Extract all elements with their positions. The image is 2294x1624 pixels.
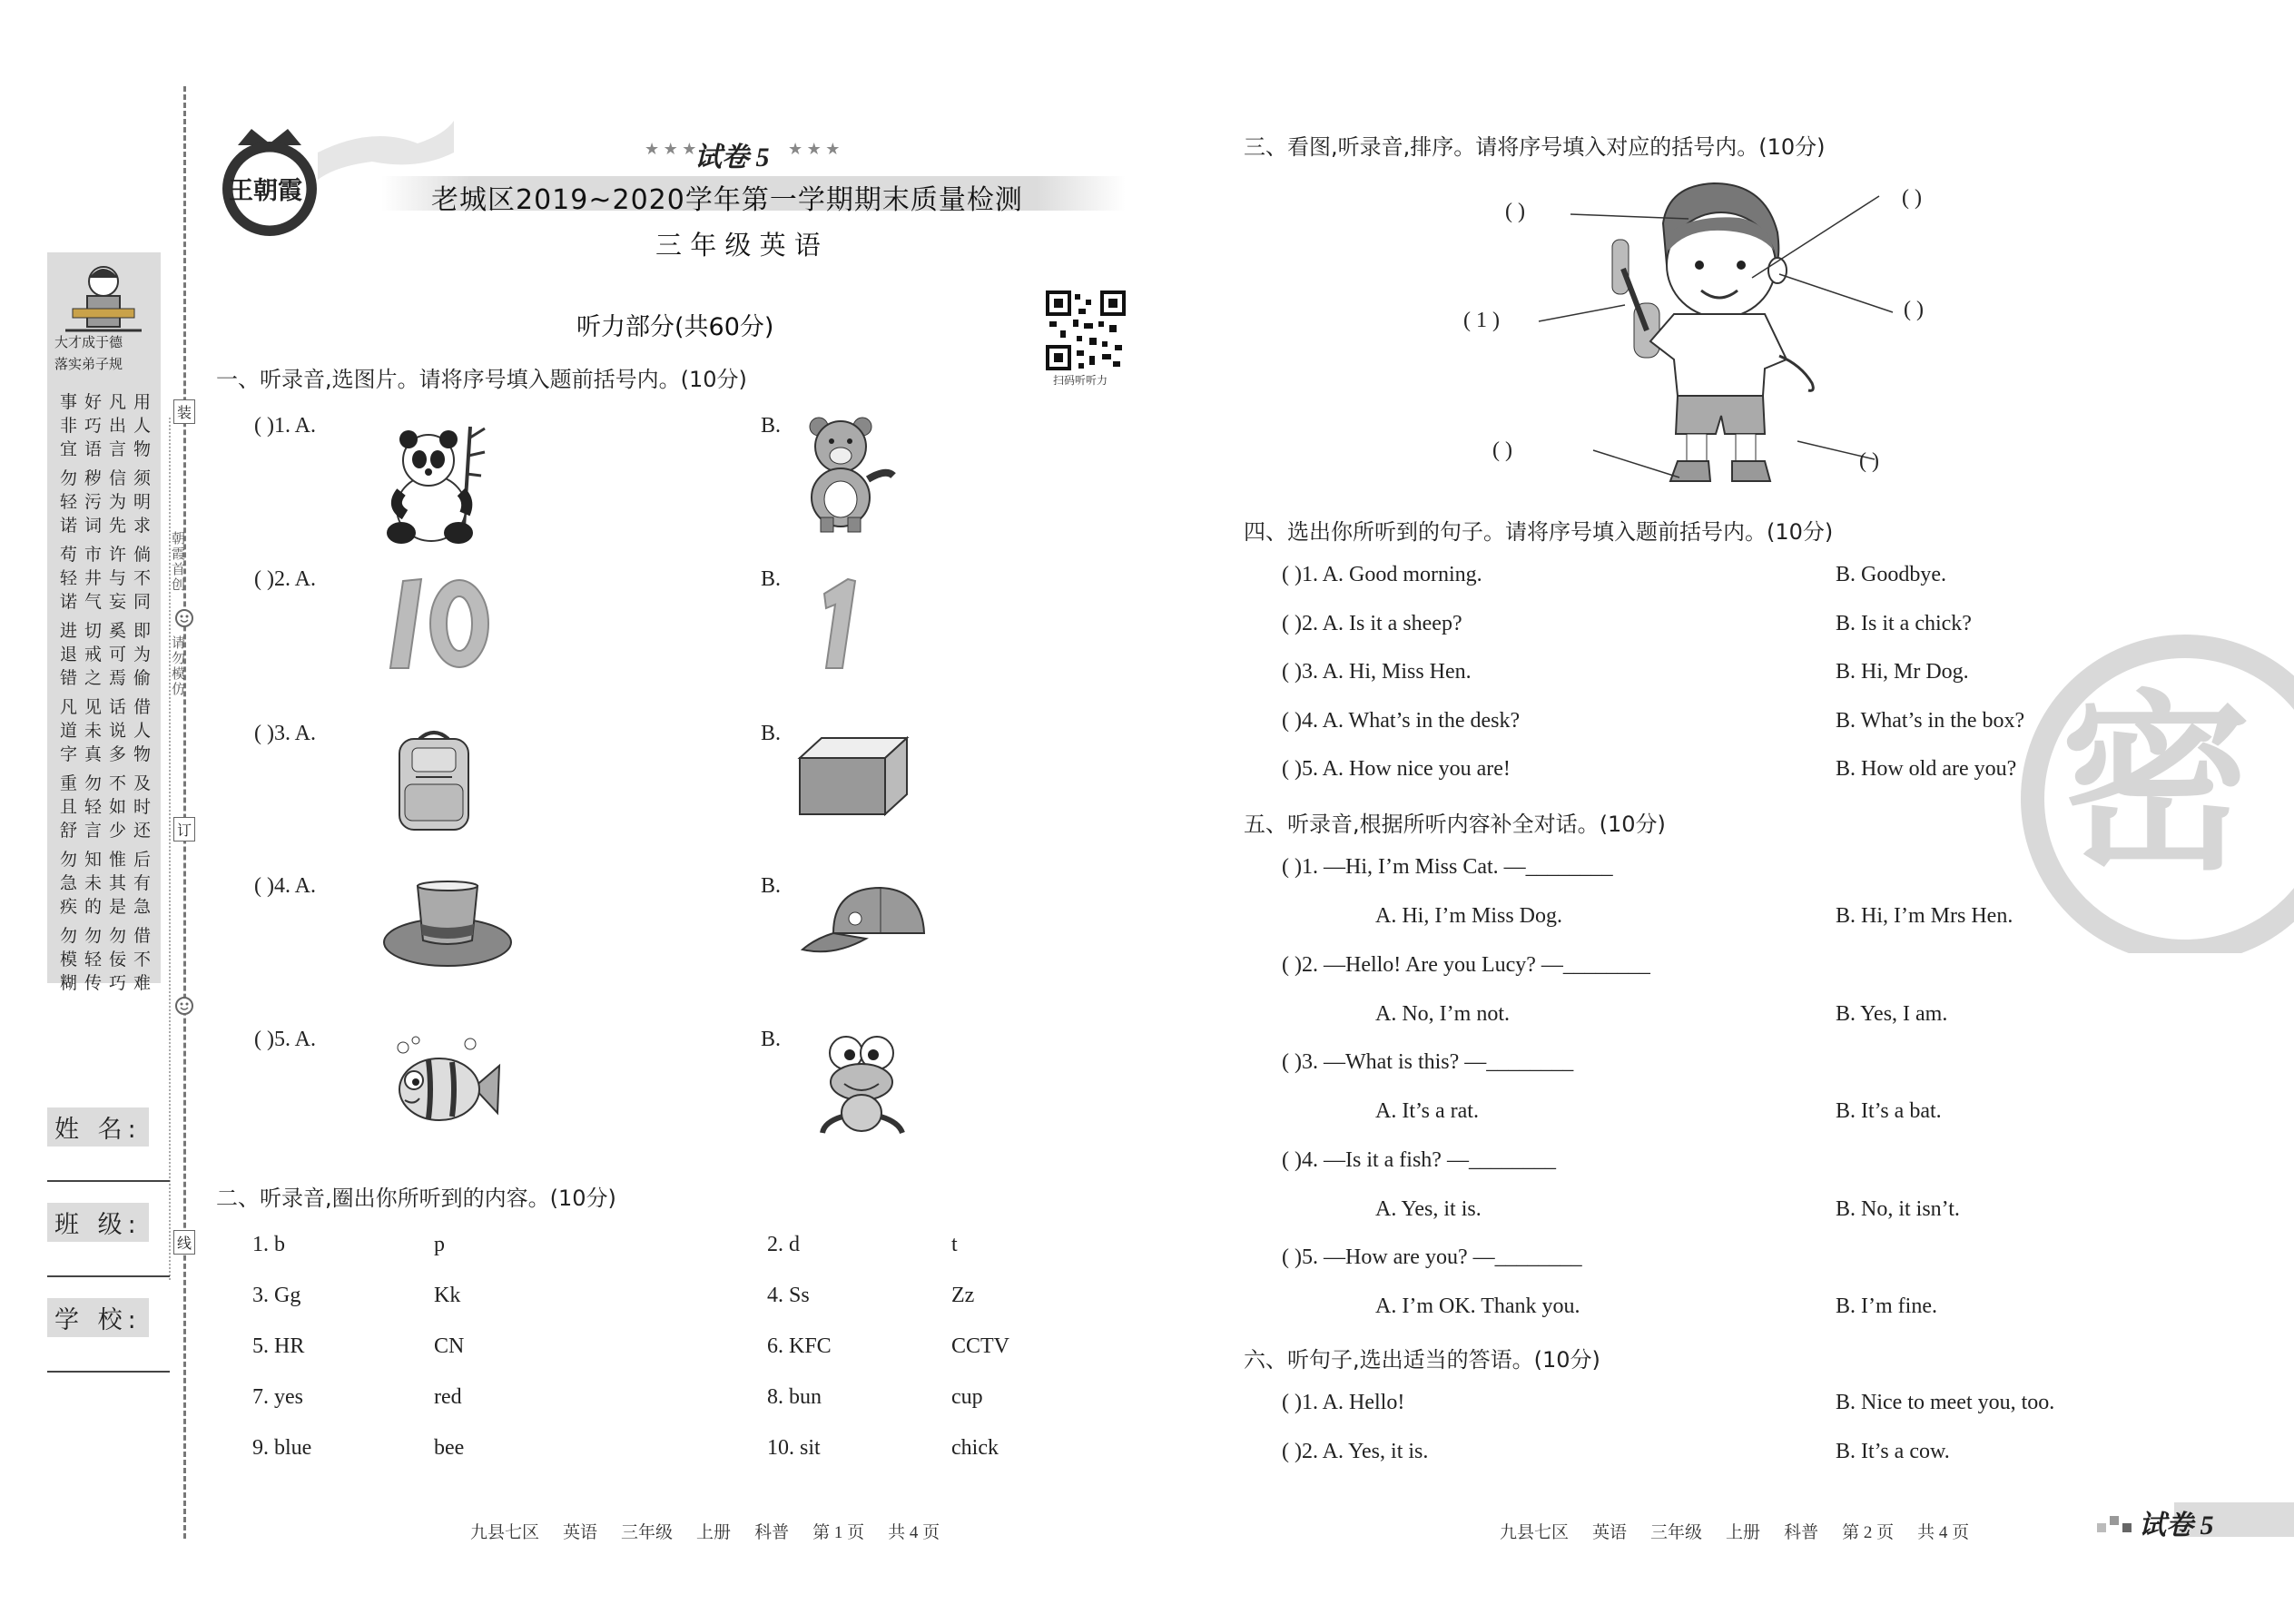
number-one-icon [815,574,870,674]
poem-line: 勿秽信须 [60,468,159,488]
letter-option[interactable]: cup [951,1385,983,1409]
part1-heading: 一、听录音,选图片。请将序号填入题前括号内。(10分) [216,367,747,392]
footer-field: 英语 [1592,1523,1628,1542]
footer-field: 科普 [754,1523,790,1542]
p5-item-5-question[interactable]: ( )5. —How are you? —________ [1282,1245,1582,1269]
poem-line: 疾的是急 [60,897,159,917]
corner-tag: 试卷 5 [2139,1511,2214,1540]
name-label: 姓 名: [47,1107,149,1147]
poem-line: 糊传巧难 [60,973,159,993]
p4-item-2-b[interactable]: B. Is it a chick? [1836,611,1972,635]
poem-line: 退戒可为 [60,645,159,664]
p5-item-3-question[interactable]: ( )3. —What is this? —________ [1282,1050,1574,1074]
p5-item-1-a[interactable]: A. Hi, I’m Miss Dog. [1375,904,1563,928]
p1-item-2-number[interactable]: ( )2. A. [254,567,316,591]
letter-option[interactable]: 1. b [252,1233,285,1256]
p6-item-1-b[interactable]: B. Nice to meet you, too. [1836,1391,2055,1414]
qr-code-icon [1046,290,1126,370]
p5-item-2-a[interactable]: A. No, I’m not. [1375,1001,1510,1026]
part6-heading: 六、听句子,选出适当的答语。(10分) [1244,1347,1600,1373]
p5-item-1-b[interactable]: B. Hi, I’m Mrs Hen. [1836,904,2013,928]
paper-tag: 试卷 5 [694,143,770,172]
letter-option[interactable]: chick [951,1436,999,1460]
p4-item-3-a[interactable]: ( )3. A. Hi, Miss Hen. [1282,660,1472,684]
exam-title: 老城区2019~2020学年第一学期期末质量检测 [431,184,1023,216]
p6-item-2-a[interactable]: ( )2. A. Yes, it is. [1282,1440,1429,1463]
letter-option[interactable]: bee [434,1436,465,1460]
p1-item-4-number[interactable]: ( )4. A. [254,874,316,898]
letter-option[interactable]: Kk [434,1284,461,1307]
motto-line-1: 大才成于德 [54,334,123,350]
class-label: 班 级: [47,1203,149,1242]
letter-option[interactable]: 8. bun [767,1385,822,1409]
poem-line: 进切奚即 [60,621,159,641]
exam-subtitle: 三 年 级 英 语 [655,230,821,261]
poem-line: 错之焉偷 [60,668,159,688]
footer-field: 英语 [563,1523,598,1542]
corner-tag-squares [2097,1516,2133,1534]
letter-option[interactable]: CN [434,1334,465,1358]
p6-item-2-b[interactable]: B. It’s a cow. [1836,1440,1950,1463]
poem-line: 且轻如时 [60,797,159,817]
p1-item-3-b[interactable]: B. [761,722,782,745]
p3-bracket-ear[interactable]: ( ) [1904,298,1924,321]
name-field[interactable] [47,1180,170,1182]
footer-field: 科普 [1784,1523,1819,1542]
letter-option[interactable]: p [434,1233,445,1256]
p4-item-5-b[interactable]: B. How old are you? [1836,757,2017,781]
p5-item-4-b[interactable]: B. No, it isn’t. [1836,1196,1960,1221]
footer-field: 上册 [696,1523,732,1542]
backpack-icon [389,726,479,835]
p5-item-4-question[interactable]: ( )4. —Is it a fish? —________ [1282,1147,1556,1172]
letter-option[interactable]: 4. Ss [767,1284,810,1307]
letter-option[interactable]: t [951,1233,958,1256]
poem-line: 苟市许倘 [60,545,159,565]
letter-option[interactable]: 2. d [767,1233,800,1256]
qr-caption: 扫码听听力 [1053,374,1108,387]
p4-item-1-b[interactable]: B. Goodbye. [1836,563,1946,586]
p1-item-5-b[interactable]: B. [761,1028,782,1051]
p5-item-5-a[interactable]: A. I’m OK. Thank you. [1375,1294,1580,1318]
p4-item-3-b[interactable]: B. Hi, Mr Dog. [1836,660,1969,684]
cut-mark-2: 订 [173,817,195,842]
p1-item-3-number[interactable]: ( )3. A. [254,722,316,745]
letter-option[interactable]: 7. yes [252,1385,303,1409]
pointer-lines [1534,178,2079,487]
poem-line: 字真多物 [60,744,159,764]
letter-option[interactable]: 6. KFC [767,1334,832,1358]
smiley-icon-2 [174,996,194,1016]
footer-field: 九县七区 [470,1523,540,1542]
p4-item-4-a[interactable]: ( )4. A. What’s in the desk? [1282,708,1521,733]
poem-line: 模轻佞不 [60,950,159,969]
hat-icon [379,881,516,971]
p3-bracket-eye[interactable]: ( ) [1902,186,1922,210]
vertical-note-1: 朝霞首创 [170,531,186,593]
seal-character: 密 [2061,674,2252,896]
p4-item-2-a[interactable]: ( )2. A. Is it a sheep? [1282,611,1462,635]
footer-left [470,1519,963,1543]
p1-item-1-number[interactable]: ( )1. A. [254,414,316,438]
part2-heading: 二、听录音,圈出你所听到的内容。(10分) [216,1186,616,1211]
poem-line: 舒言少还 [60,821,159,841]
paper-tag-stars-left: ★ ★ ★ [645,140,697,158]
footer-field: 第 1 页 [812,1523,865,1542]
poem-line: 诺词先求 [60,516,159,536]
poem-line: 勿知惟后 [60,850,159,870]
poem-line: 非巧出人 [60,416,159,436]
paper-tag-stars-right: ★ ★ ★ [788,140,841,158]
part5-heading: 五、听录音,根据所听内容补全对话。(10分) [1244,812,1666,837]
cut-mark-3: 线 [173,1230,195,1255]
p3-bracket-hair[interactable]: ( ) [1505,200,1525,223]
p5-item-2-question[interactable]: ( )2. —Hello! Are you Lucy? —________ [1282,952,1650,977]
letter-option[interactable]: 9. blue [252,1436,312,1460]
p4-item-4-b[interactable]: B. What’s in the box? [1836,708,2025,733]
footer-field: 第 2 页 [1842,1523,1895,1542]
footer-field: 共 4 页 [1917,1523,1970,1542]
panda-icon [381,419,490,546]
part4-heading: 四、选出你所听到的句子。请将序号填入题前括号内。(10分) [1244,519,1834,545]
sidebar-poem [60,390,158,995]
footer-field: 三年级 [1650,1523,1703,1542]
letter-option[interactable]: red [434,1385,462,1409]
school-label: 学 校: [47,1298,149,1337]
cap-icon [797,882,933,964]
p4-item-5-a[interactable]: ( )5. A. How nice you are! [1282,757,1511,781]
motto-line-2: 落实弟子规 [54,356,123,372]
footer-field: 共 4 页 [888,1523,940,1542]
cut-mark-1: 装 [173,399,195,424]
smiley-icon-1 [174,608,194,628]
letter-option[interactable]: 3. Gg [252,1284,301,1307]
motto-strip [47,252,161,993]
p5-item-3-a[interactable]: A. It’s a rat. [1375,1099,1479,1123]
p5-item-2-b[interactable]: B. Yes, I am. [1836,1001,1948,1026]
box-icon [794,731,912,822]
p5-item-1-question[interactable]: ( )1. —Hi, I’m Miss Cat. —________ [1282,855,1613,879]
p3-bracket-leg[interactable]: ( ) [1492,438,1512,462]
poem-line: 勿勿勿借 [60,926,159,946]
fish-icon [392,1035,501,1139]
poem-line: 轻井与不 [60,568,159,588]
poem-line: 道未说人 [60,721,159,741]
p6-item-1-a[interactable]: ( )1. A. Hello! [1282,1391,1405,1414]
letter-option[interactable]: Zz [951,1284,975,1307]
poem-line: 轻污为明 [60,492,159,512]
frog-icon [817,1033,908,1137]
binding-dashed-line [183,86,186,1539]
class-field[interactable] [47,1275,170,1277]
p5-item-4-a[interactable]: A. Yes, it is. [1375,1196,1482,1221]
listening-section-title: 听力部分(共60分) [576,313,774,341]
part3-heading: 三、看图,听录音,排序。请将序号填入对应的括号内。(10分) [1244,134,1826,160]
poem-line: 急未其有 [60,873,159,893]
bear-icon [799,416,899,534]
p1-item-2-b[interactable]: B. [761,567,782,591]
footer-right [1500,1519,1993,1543]
number-ten-icon [381,574,499,674]
logo-text: 王朝霞 [229,177,302,204]
letter-option[interactable]: 5. HR [252,1334,305,1358]
p1-item-1-b[interactable]: B. [761,414,782,438]
p3-bracket-foot[interactable]: ( ) [1859,449,1879,473]
poem-line: 凡见话借 [60,697,159,717]
poem-line: 宜语言物 [60,439,159,459]
p5-item-3-b[interactable]: B. It’s a bat. [1836,1099,1942,1123]
p4-item-1-a[interactable]: ( )1. A. Good morning. [1282,563,1482,586]
p1-item-5-number[interactable]: ( )5. A. [254,1028,316,1051]
poem-line: 诺气妄同 [60,592,159,612]
footer-field: 九县七区 [1500,1523,1570,1542]
p5-item-5-b[interactable]: B. I’m fine. [1836,1294,1937,1318]
letter-option[interactable]: CCTV [951,1334,1010,1358]
p3-bracket-hand[interactable]: ( 1 ) [1463,309,1500,332]
footer-field: 上册 [1726,1523,1761,1542]
footer-field: 三年级 [621,1523,674,1542]
letter-option[interactable]: 10. sit [767,1436,821,1460]
poem-line: 事好凡用 [60,392,159,412]
school-field[interactable] [47,1371,170,1373]
vertical-note-2: 请勿模仿 [170,635,186,697]
poem-line: 重勿不及 [60,773,159,793]
p1-item-4-b[interactable]: B. [761,874,782,898]
